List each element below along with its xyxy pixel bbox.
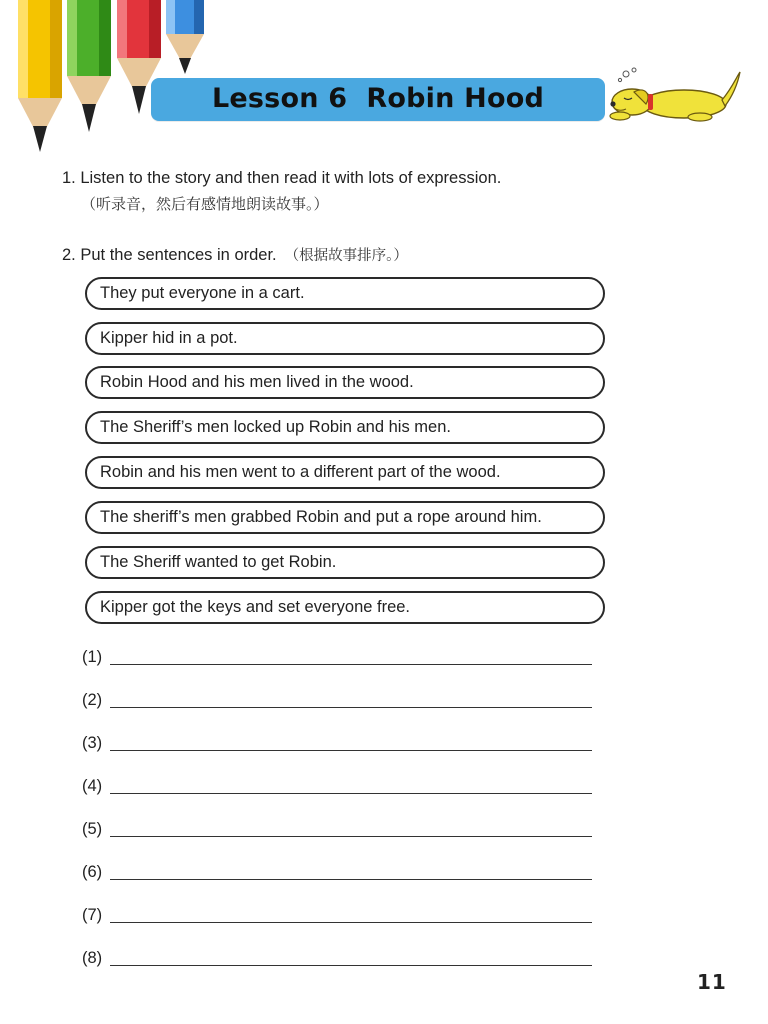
answer-line-field[interactable]: [110, 732, 592, 751]
sentence-box: [85, 411, 605, 444]
title-banner: [151, 78, 605, 121]
green-pencil-icon: [67, 0, 111, 132]
sentence-text: The Sheriff’s men locked up Robin and his men.: [100, 418, 451, 436]
answer-row: [82, 901, 592, 925]
answer-number: (6): [82, 863, 103, 881]
answer-number: (4): [82, 777, 103, 795]
sentence-text: The Sheriff wanted to get Robin.: [100, 553, 337, 571]
answer-row: [82, 643, 592, 667]
sentence-box: [85, 322, 605, 355]
answer-number: (2): [82, 691, 103, 709]
sentence-text: Kipper hid in a pot.: [100, 329, 238, 347]
answer-row: [82, 815, 592, 839]
answer-line-field[interactable]: [110, 904, 592, 923]
sentence-text: Robin and his men went to a different part of the wood.: [100, 463, 501, 481]
sentence-box: [85, 366, 605, 399]
sentence-box: [85, 277, 605, 310]
page-number: 11: [697, 970, 727, 994]
answer-number: (8): [82, 949, 103, 967]
answer-number: (7): [82, 906, 103, 924]
answer-line-field[interactable]: [110, 646, 592, 665]
answer-row: [82, 686, 592, 710]
answer-line-field[interactable]: [110, 861, 592, 880]
answer-row: [82, 858, 592, 882]
answer-row: [82, 944, 592, 968]
sentence-box: [85, 501, 605, 534]
yellow-pencil-icon: [18, 0, 62, 152]
answer-line-field[interactable]: [110, 947, 592, 966]
answer-line-field[interactable]: [110, 689, 592, 708]
instruction-2: [62, 244, 408, 265]
sentence-text: Robin Hood and his men lived in the wood.: [100, 373, 414, 391]
answer-row: [82, 729, 592, 753]
blue-pencil-icon: [166, 0, 204, 74]
instruction-2-text: 2. Put the sentences in order.: [62, 246, 277, 264]
sentence-text: Kipper got the keys and set everyone free.: [100, 598, 411, 616]
answer-row: [82, 772, 592, 796]
instruction-2-chinese: （根据故事排序。）: [284, 248, 408, 264]
answer-number: (5): [82, 820, 103, 838]
sentence-box: [85, 591, 605, 624]
sentence-text: The sheriff’s men grabbed Robin and put a rope around him.: [100, 508, 542, 526]
instruction-1-chinese: （听录音，然后有感情地朗读故事。）: [81, 195, 329, 213]
sentence-text: They put everyone in a cart.: [100, 284, 305, 302]
answer-line-field[interactable]: [110, 818, 592, 837]
sleeping-dog-icon: [604, 66, 744, 126]
page-title: Lesson 6 Robin Hood: [212, 83, 544, 114]
sentence-box: [85, 456, 605, 489]
sentence-box: [85, 546, 605, 579]
answer-number: (3): [82, 734, 103, 752]
answer-line-field[interactable]: [110, 775, 592, 794]
answer-number: (1): [82, 648, 103, 666]
instruction-1: 1. Listen to the story and then read it with lots of expression.: [62, 169, 502, 187]
